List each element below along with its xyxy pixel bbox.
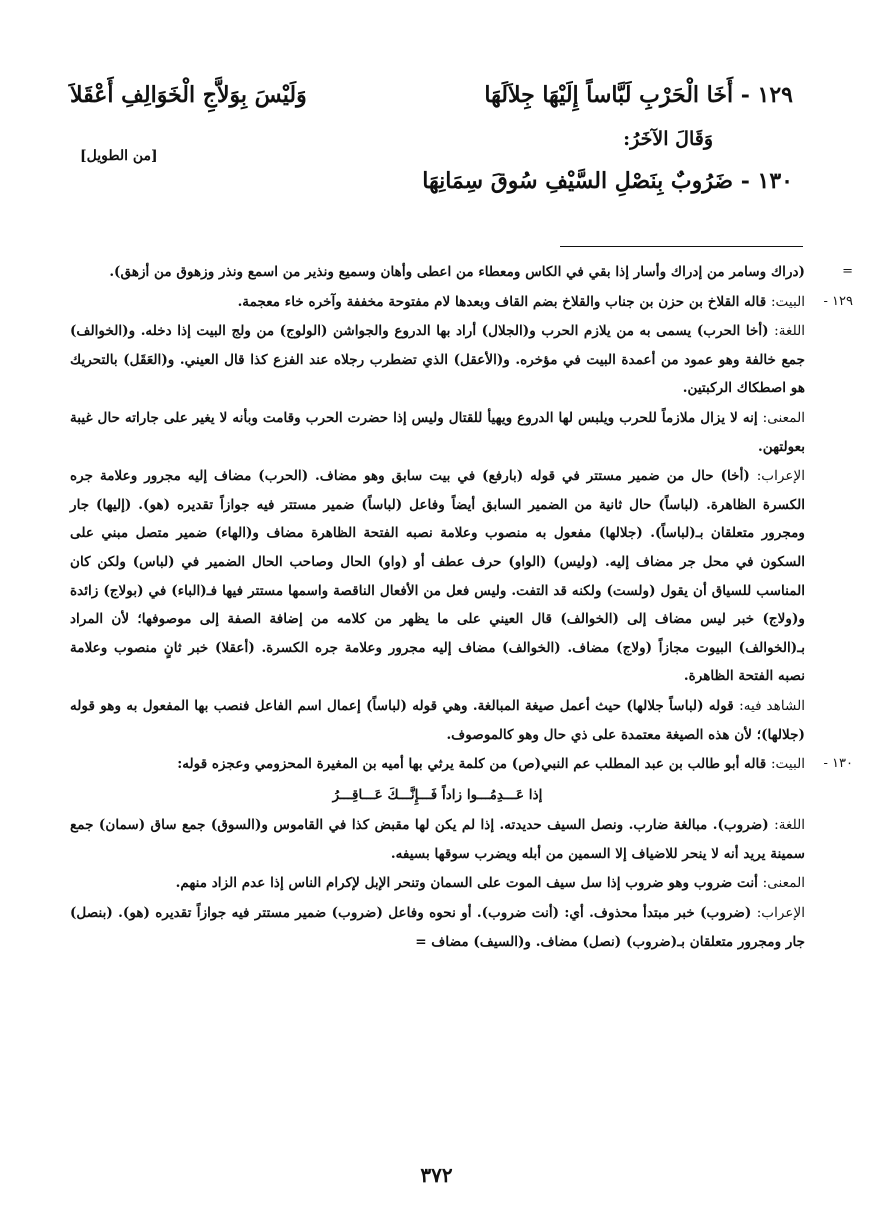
note-130-label: البيت: <box>770 756 805 773</box>
shahid1-text: قوله (لباساً جلالها) حيث أعمل صيغة المبالغة. وهي قوله (لباساً) إعمال اسم الفاعل فنصب بها المفعول به وهو قوله (جلالها)؛ لأن هذه الصيغة معتمدة على ذي حال وهو كالموصوف. <box>70 697 805 743</box>
page-number: ٣٧٢ <box>420 1163 453 1187</box>
note-continuation <box>70 258 853 287</box>
verse-129-first-hemistich <box>484 75 793 115</box>
mana1-text: إنه لا يزال ملازماً للحرب ويلبس لها الدروع ويهيأ للقتال وليس إذا حضرت الحرب وقامت وبأنه لا يغير على جاراته حال غيبة بعولتهن. <box>70 409 805 455</box>
note-130-lugha <box>70 811 805 868</box>
irab1-label: الإعراب: <box>756 468 805 485</box>
shahid1-label: الشاهد فيه: <box>739 697 806 714</box>
note-130-verse <box>70 750 853 779</box>
note-129-number: ١٢٩ - <box>823 293 853 309</box>
irab2-text: (ضروب) خبر مبتدأ محذوف. أي: (أنت ضروب). أو نحوه وفاعل (ضروب) ضمير مستتر فيه جوازاً تقديره (هو). (بنصل) جار ومجرور متعلقان بـ(ضروب) (نصل) مضاف. و(السيف) مضاف = <box>70 905 805 950</box>
note-129-text: قاله القلاخ بن حزن بن جناب والقلاخ بضم القاف وبعدها لام مفتوحة مخففة وآخره خاء معجمة. <box>237 293 767 310</box>
continuation-marker: = <box>842 264 853 279</box>
lugha2-label: اللغة: <box>774 817 805 834</box>
note-129-shahid <box>70 692 805 749</box>
note-130-irab <box>70 899 805 956</box>
verse-130-text: ضَرُوبٌ بِنَصْلِ السَّيْفِ سُوقَ سِمَانِهَا <box>422 168 734 194</box>
note-130-mana <box>70 869 805 898</box>
note-129-mana <box>70 404 805 461</box>
continuation-text: (دراك وسامر من إدراك وأسار إذا بقي في الكاس ومعطاء من اعطى وأهان وسميع ونذير من اسمع ونذر وزهوق من أزهق). <box>109 264 805 280</box>
meter-label: [من الطويل] <box>80 148 158 164</box>
irab1-text: (أخا) حال من ضمير مستتر في قوله (بارفع) في بيت سابق وهو مضاف. (الحرب) مضاف إليه مجرور وعلامة جره الكسرة الظاهرة. (لباساً) حال ثانية من الضمير السابق أيضاً وفاعل (لباساً) ضمير مستتر فيه جوازاً تقديره (هو). (إليها) جار ومجرور متعلقان بـ(لباساً). (جلالها) مفعول به منصوب وعلامة نصبه الفتحة الظاهرة مضاف و(الهاء) ضمير متصل مبني على السكون في محل جر مضاف إليه. (وليس) (الواو) حرف عطف أو (واو) الحال وصاحب الحال الضمير في (لباس) ولكن كان المناسب للسياق أن يقول (ولست) ولكنه قد التفت. وليس فعل من الأفعال الناقصة واسمها مستتر فيها فـ(الباء) في (بولاج) زائدة و(ولاج) خبر ليس مضاف إلى (الخوالف) قال العيني على ما يظهر من كلامه من إضافة الصفة إلى موصوفها؛ لأن المراد بـ(الخوالف) البيوت مجازاً (ولاج) مضاف. (الخوالف) مضاف إليه مجرور وعلامة جره الكسرة. (أعقلا) خبر ثانٍ منصوب وعلامة نصبه الفتحة الظاهرة. <box>70 468 805 685</box>
verse-intro: وَقَالَ الآخَرُ: <box>623 128 713 150</box>
mana2-label: المعنى: <box>762 875 805 892</box>
lugha1-text: (أخا الحرب) يسمى به من يلازم الحرب و(الجلال) أراد بها الدروع والجواشن (الولوج) من ولج البيت إذا دخله. و(الخوالف) جمع خالفة وهو عمود من أعمدة البيت في مؤخره. و(الأعقل) الذي تضطرب رجلاه عند الفزع كذا قال العيني. و(العَقَل) بالتحريك هو اصطكاك الركبتين. <box>70 323 805 397</box>
note-129-irab <box>70 462 805 691</box>
verse-130-second-hemistich: إذا عَـــدِمُـــوا زاداً فَـــإِنَّـــكَ عَـــاقِـــرُ <box>332 786 543 803</box>
footnote-divider <box>560 246 803 247</box>
lugha1-label: اللغة: <box>774 323 805 340</box>
note-129-verse <box>70 288 853 317</box>
verse-130-number: ١٣٠ - <box>740 168 793 194</box>
verse-129-hemistich1: أَخَا الْحَرْبِ لَبَّاساً إِلَيْهَا جِلاَلَهَا <box>484 82 734 108</box>
mana1-label: المعنى: <box>762 409 805 426</box>
mana2-text: أنت ضروب وهو ضروب إذا سل سيف الموت على السمان وتنحر الإبل لإكرام الناس إذا عدم الزاد منهم. <box>175 875 758 892</box>
verse-129-hemistich2: وَلَيْسَ بِوَلاَّجِ الْخَوَالِفِ أَعْقَلاَ <box>70 82 307 108</box>
note-130-number: ١٣٠ - <box>823 756 853 772</box>
note-130-text: قاله أبو طالب بن عبد المطلب عم النبي(ص) من كلمة يرثي بها أميه بن المغيرة المحزومي وعجزه قوله: <box>177 756 767 773</box>
note-129-label: البيت: <box>770 293 805 310</box>
irab2-label: الإعراب: <box>756 905 805 922</box>
lugha2-text: (ضروب). مبالغة ضارب. ونصل السيف حديدته. إذا لم يكن لها مقبض كذا في القاموس و(السوق) جمع ساق (سمان) جمع سمينة يريد أنه لا ينحر للاضياف إلا السمين من أبله ويضرب سوقها بسيفه. <box>70 817 805 862</box>
verse-130 <box>422 168 793 194</box>
verse-129-number: ١٢٩ - <box>740 82 793 108</box>
commentary <box>70 258 853 957</box>
note-129-lugha <box>70 317 805 403</box>
